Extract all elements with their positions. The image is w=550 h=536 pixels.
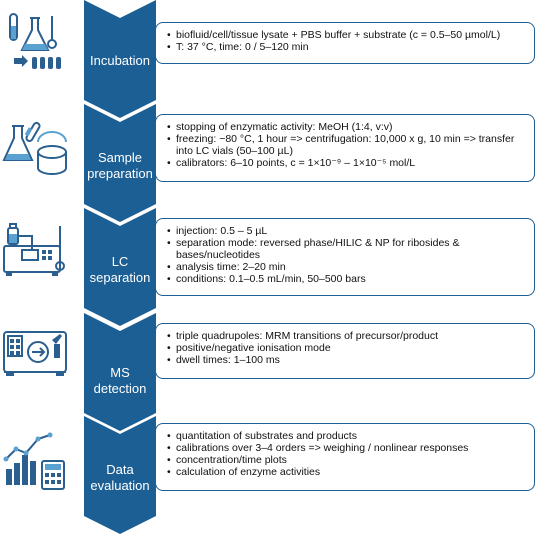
bullet-item: • stopping of enzymatic activity: MeOH (1:4, v:v) bbox=[176, 121, 526, 133]
bullet-item: • conditions: 0.1–0.5 mL/min, 50–500 bars bbox=[176, 273, 526, 285]
step-label-line: LC bbox=[111, 254, 129, 269]
bullet-item: • separation mode: reversed phase/HILIC & NP for ribosides & bases/nucleotides bbox=[176, 237, 526, 261]
bullet-item: • calibrators: 6–10 points, c = 1×10⁻⁹ – 1×10⁻⁵ mol/L bbox=[176, 157, 526, 169]
bullet-item: • positive/negative ionisation mode bbox=[176, 342, 526, 354]
chevron-lc-separation bbox=[84, 208, 156, 326]
step-label bbox=[84, 254, 156, 286]
bullet-item: • calculation of enzyme activities bbox=[176, 466, 526, 478]
step-details-box bbox=[155, 22, 535, 64]
lc-system-icon bbox=[0, 218, 72, 290]
step-label bbox=[84, 150, 156, 182]
mass-spectrometer-icon bbox=[0, 322, 72, 394]
bullet-item: • dwell times: 1–100 ms bbox=[176, 354, 526, 366]
step-details-box bbox=[155, 114, 535, 182]
step-label-line: MS detection bbox=[93, 365, 147, 396]
step-label-line: preparation bbox=[87, 166, 153, 181]
bullet-item: • analysis time: 2–20 min bbox=[176, 261, 526, 273]
step-label-line: Incubation bbox=[90, 53, 150, 68]
bullet-item: • injection: 0.5 – 5 µL bbox=[176, 225, 526, 237]
step-details-box bbox=[155, 218, 535, 296]
step-label bbox=[84, 365, 156, 397]
step-label-line: separation bbox=[89, 270, 151, 285]
bullet-item: • triple quadrupoles: MRM transitions of precursor/product bbox=[176, 330, 526, 342]
bullet-item: • T: 37 °C, time: 0 / 5–120 min bbox=[176, 41, 526, 53]
step-label bbox=[84, 462, 156, 494]
step-label-line: Sample bbox=[97, 150, 143, 165]
test-tubes-flask-thermometer-icon bbox=[0, 8, 72, 80]
chevron-sample-preparation bbox=[84, 104, 156, 222]
step-label bbox=[84, 53, 156, 69]
chevron-data-evaluation bbox=[84, 416, 156, 534]
flask-centrifuge-icon bbox=[0, 114, 72, 186]
step-label-line: evaluation bbox=[90, 478, 150, 493]
bullet-item: • freezing: −80 °C, 1 hour => centrifugation: 10,000 x g, 10 min => transfer into LC vials (50–100 µL) bbox=[176, 133, 526, 157]
chevron-incubation bbox=[84, 0, 156, 118]
chart-calculator-icon bbox=[0, 425, 72, 497]
chevron-ms-detection bbox=[84, 313, 156, 431]
bullet-item: • quantitation of substrates and products bbox=[176, 430, 526, 442]
step-details-box bbox=[155, 323, 535, 379]
bullet-item: • biofluid/cell/tissue lysate + PBS buffer + substrate (c = 0.5–50 µmol/L) bbox=[176, 29, 526, 41]
bullet-item: • calibrations over 3–4 orders => weighing / nonlinear responses bbox=[176, 442, 526, 454]
bullet-item: • concentration/time plots bbox=[176, 454, 526, 466]
step-details-box bbox=[155, 423, 535, 491]
step-label-line: Data bbox=[106, 462, 134, 477]
